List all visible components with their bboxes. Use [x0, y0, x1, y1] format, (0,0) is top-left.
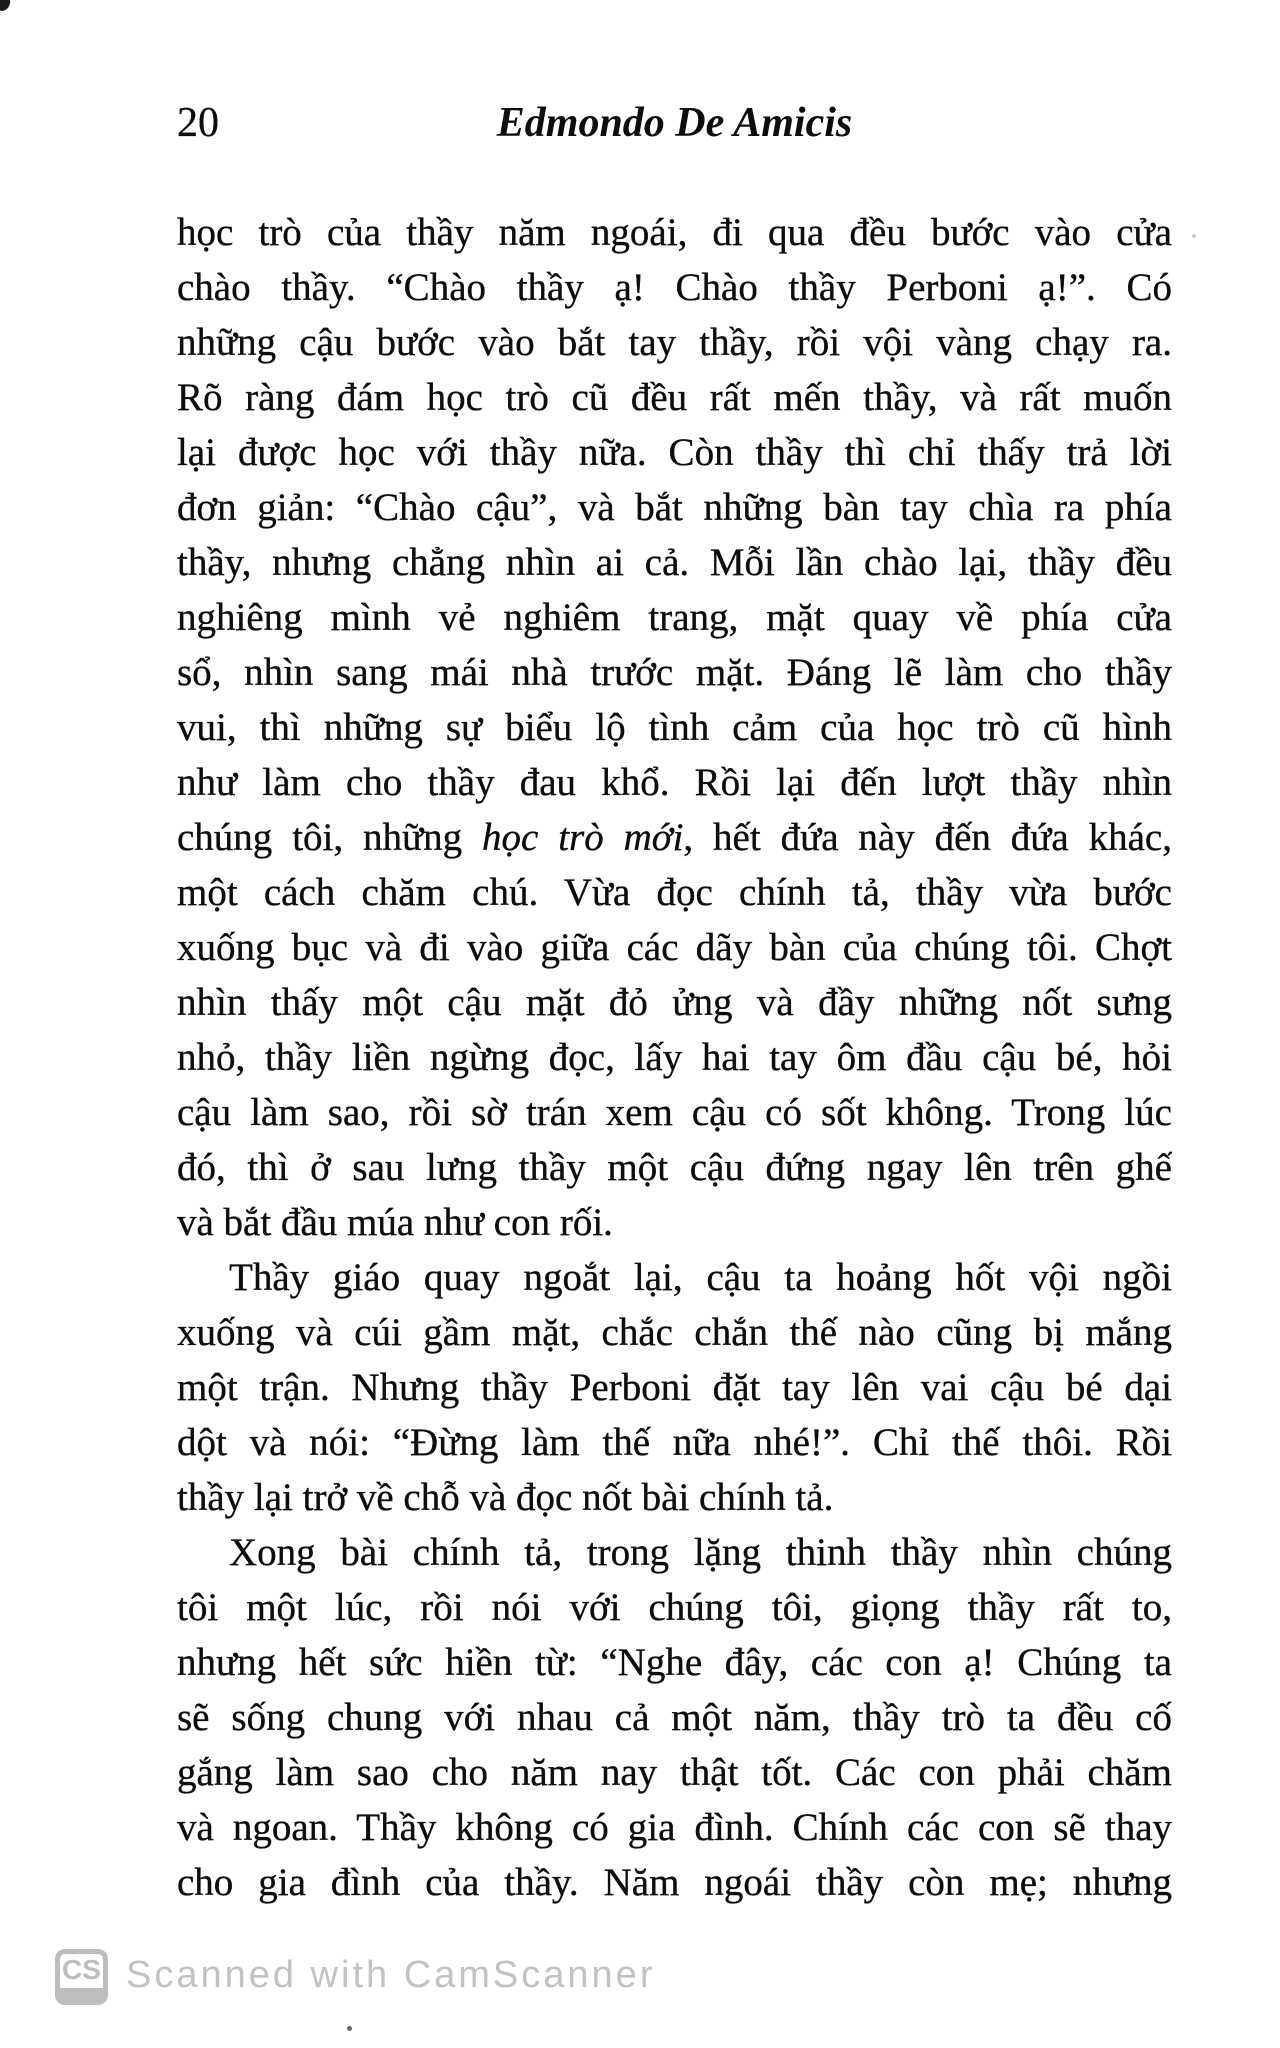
- text-line: tôi một lúc, rồi nói với chúng tôi, giọng thầy rất to,: [177, 1586, 1172, 1629]
- text-line: một trận. Nhưng thầy Perboni đặt tay lên vai cậu bé dại: [177, 1366, 1172, 1409]
- text-line: sổ, nhìn sang mái nhà trước mặt. Đáng lẽ làm cho thầy: [177, 651, 1172, 694]
- text-line: đó, thì ở sau lưng thầy một cậu đứng ngay lên trên ghế: [177, 1146, 1172, 1189]
- camscanner-logo-bar: [59, 1988, 104, 2001]
- line-segment: chúng tôi, những: [177, 816, 483, 859]
- text-line: và ngoan. Thầy không có gia đình. Chính các con sẽ thay: [177, 1806, 1172, 1849]
- camscanner-logo-letters: CS: [62, 1954, 101, 1985]
- text-line: học trò của thầy năm ngoái, đi qua đều bước vào cửa: [177, 211, 1172, 254]
- text-line: cho gia đình của thầy. Năm ngoái thầy còn mẹ; nhưng: [177, 1861, 1172, 1904]
- line-segment: , hết đứa này đến đứa khác,: [683, 816, 1172, 859]
- text-line-paragraph-start: Xong bài chính tả, trong lặng thinh thầy nhìn chúng: [229, 1531, 1172, 1574]
- text-line: nhỏ, thầy liền ngừng đọc, lấy hai tay ôm đầu cậu bé, hỏi: [177, 1036, 1172, 1079]
- camscanner-logo-icon: [55, 1949, 108, 2005]
- body-text-block: [177, 205, 1172, 1910]
- text-line-paragraph-end: thầy lại trở về chỗ và đọc nốt bài chính tả.: [177, 1476, 834, 1519]
- text-line: nhìn thấy một cậu mặt đỏ ửng và đầy những nốt sưng: [177, 981, 1172, 1024]
- text-line: sẽ sống chung với nhau cả một năm, thầy trò ta đều cố: [177, 1696, 1172, 1739]
- emphasized-phrase: học trò mới: [482, 816, 684, 859]
- scan-speck: [347, 2026, 352, 2031]
- text-line: xuống và cúi gầm mặt, chắc chắn thế nào cũng bị mắng: [177, 1311, 1172, 1354]
- text-line: đơn giản: “Chào cậu”, và bắt những bàn tay chìa ra phía: [177, 486, 1172, 529]
- text-line: chào thầy. “Chào thầy ạ! Chào thầy Perboni ạ!”. Có: [177, 266, 1172, 309]
- text-line: dột và nói: “Đừng làm thế nữa nhé!”. Chỉ thế thôi. Rồi: [177, 1421, 1172, 1464]
- text-line: những cậu bước vào bắt tay thầy, rồi vội vàng chạy ra.: [177, 321, 1172, 364]
- text-line-paragraph-start: Thầy giáo quay ngoắt lại, cậu ta hoảng hốt vội ngồi: [229, 1256, 1172, 1299]
- text-line: cậu làm sao, rồi sờ trán xem cậu có sốt không. Trong lúc: [177, 1091, 1172, 1134]
- text-line-paragraph-end: và bắt đầu múa như con rối.: [177, 1201, 613, 1244]
- scan-corner-artifact: [0, 0, 13, 13]
- text-line: như làm cho thầy đau khổ. Rồi lại đến lượt thầy nhìn: [177, 761, 1172, 804]
- running-header-author: Edmondo De Amicis: [496, 100, 853, 146]
- text-line: thầy, nhưng chẳng nhìn ai cả. Mỗi lần chào lại, thầy đều: [177, 541, 1172, 584]
- camscanner-watermark-text: Scanned with CamScanner: [126, 1954, 656, 1996]
- scan-speck: [1192, 234, 1196, 238]
- text-line: lại được học với thầy nữa. Còn thầy thì chỉ thấy trả lời: [177, 431, 1172, 474]
- text-line: vui, thì những sự biểu lộ tình cảm của học trò cũ hình: [177, 706, 1172, 749]
- page-number: 20: [177, 100, 219, 146]
- text-line: một cách chăm chú. Vừa đọc chính tả, thầy vừa bước: [177, 871, 1172, 914]
- text-line: Rõ ràng đám học trò cũ đều rất mến thầy, và rất muốn: [177, 376, 1172, 419]
- text-line: xuống bục và đi vào giữa các dãy bàn của chúng tôi. Chợt: [177, 926, 1172, 969]
- text-line: [177, 810, 1172, 865]
- text-line: nghiêng mình vẻ nghiêm trang, mặt quay về phía cửa: [177, 596, 1172, 639]
- text-line: nhưng hết sức hiền từ: “Nghe đây, các con ạ! Chúng ta: [177, 1641, 1172, 1684]
- text-line: gắng làm sao cho năm nay thật tốt. Các con phải chăm: [177, 1751, 1172, 1794]
